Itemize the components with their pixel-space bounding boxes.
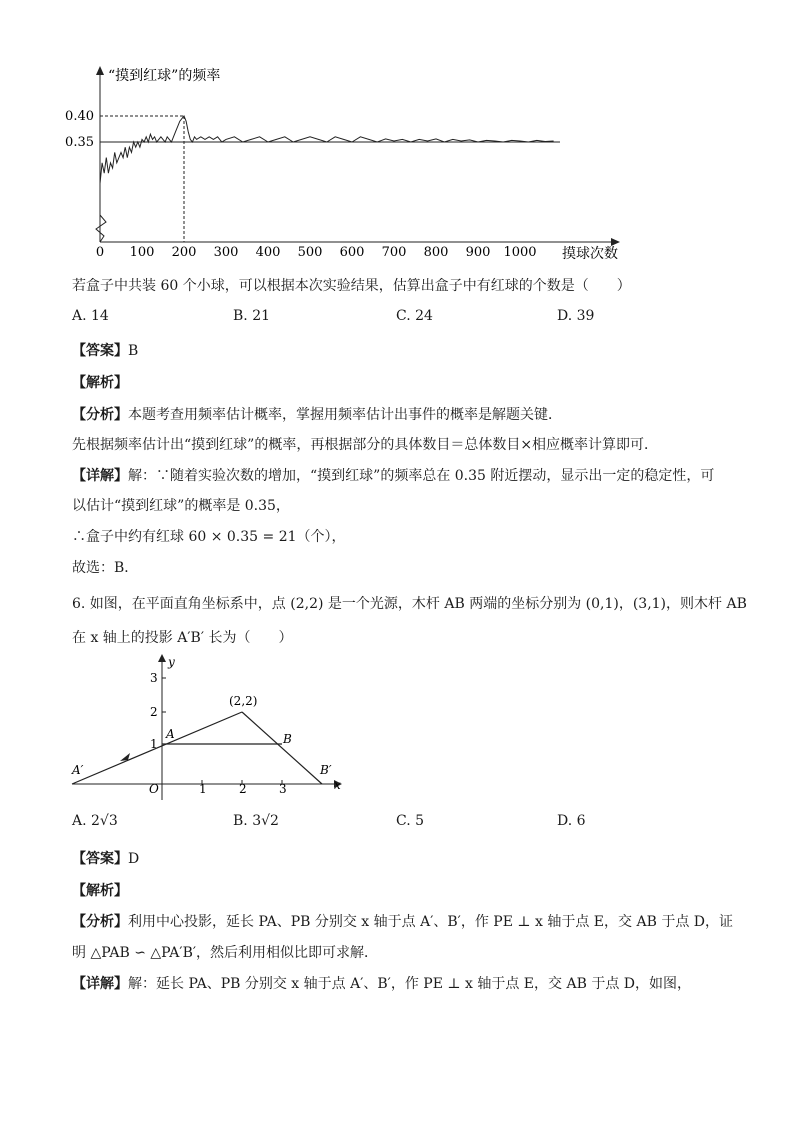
y-axis-arrow-icon [96, 66, 104, 75]
q6-option-b: B. 3√2 [233, 813, 279, 829]
y-tick-label: 0.35 [65, 135, 94, 150]
fig-A-label: A [166, 727, 175, 741]
chart-y-title: “摸到红球”的频率 [108, 68, 221, 84]
q5-option-d: D. 39 [557, 308, 595, 324]
chart-x-title: 摸球次数 [562, 246, 618, 262]
x-tick-label: 600 [339, 245, 365, 260]
q5-question: 若盒子中共装 60 个小球，可以根据本次实验结果，估算出盒子中有红球的个数是（ ） [72, 278, 631, 294]
fig-B-prime-label: B′ [320, 763, 332, 777]
fig-A-prime-label: A′ [72, 763, 84, 777]
q6-analysis-heading: 【解析】 [72, 883, 128, 899]
fig-y-tick-1: 1 [150, 737, 158, 751]
q6-fenxi-2: 明 △PAB ∽ △PA′B′，然后利用相似比即可求解． [72, 945, 379, 961]
x-tick-label: 0 [95, 245, 105, 260]
frequency-chart [0, 0, 794, 275]
fig-light-label: (2,2) [229, 694, 258, 708]
q5-detail-1: 【详解】解：∵随着实验次数的增加，“摸到红球”的频率总在 0.35 附近摆动，显示出一定的稳定性，可 [72, 468, 715, 484]
projection-figure [0, 652, 794, 812]
q5-detail-2: 以估计“摸到红球”的概率是 0.35， [72, 498, 290, 514]
fig-x-tick-1: 1 [199, 782, 207, 796]
fig-B-label: B [283, 732, 292, 746]
fig-x-tick-3: 3 [279, 782, 287, 796]
frequency-series-line [100, 116, 554, 184]
q5-option-b: B. 21 [233, 308, 271, 324]
fig-origin-label: O [149, 782, 159, 796]
q6-option-c: C. 5 [396, 813, 425, 829]
x-tick-label: 1000 [503, 245, 537, 260]
fig-y-label: y [168, 655, 175, 669]
x-tick-label: 700 [381, 245, 407, 260]
fig-y-tick-2: 2 [150, 705, 158, 719]
q5-analysis-heading: 【解析】 [72, 375, 128, 391]
x-axis-arrow-icon [611, 238, 620, 246]
q6-question-line2: 在 x 轴上的投影 A′B′ 长为（ ） [72, 630, 293, 646]
q5-detail-3: ∴盒子中约有红球 60 × 0.35 = 21（个）， [72, 529, 346, 545]
q5-fenxi: 【分析】本题考查用频率估计概率，掌握用频率估计出事件的概率是解题关键． [72, 407, 562, 423]
x-tick-label: 400 [255, 245, 281, 260]
x-tick-label: 500 [297, 245, 323, 260]
q6-option-d: D. 6 [557, 813, 586, 829]
q6-fenxi-1: 【分析】利用中心投影，延长 PA、PB 分别交 x 轴于点 A′、B′，作 PE ⊥ x 轴于点 E，交 AB 于点 D，证 [72, 914, 733, 930]
answer-tag: 【答案】 [72, 343, 128, 359]
q6-option-a: A. 2√3 [72, 813, 118, 829]
q6-answer: 【答案】D [72, 851, 140, 867]
x-tick-label: 300 [213, 245, 239, 260]
x-tick-label: 100 [129, 245, 155, 260]
ray-P-to-A-prime [72, 712, 242, 784]
fig-y-tick-3: 3 [150, 671, 158, 685]
y-tick-label: 0.40 [65, 109, 94, 124]
q5-option-a: A. 14 [72, 308, 109, 324]
x-tick-label: 800 [423, 245, 449, 260]
q6-detail-1: 【详解】解：延长 PA、PB 分别交 x 轴于点 A′、B′，作 PE ⊥ x 轴于点 E，交 AB 于点 D，如图， [72, 976, 691, 992]
x-tick-label: 900 [465, 245, 491, 260]
ray-P-to-B-prime [242, 712, 322, 784]
answer-value: B [128, 343, 139, 359]
fig-x-label: x [334, 778, 341, 792]
q5-option-c: C. 24 [396, 308, 433, 324]
x-tick-label: 200 [171, 245, 197, 260]
fig-x-tick-2: 2 [239, 782, 247, 796]
q5-detail-4: 故选：B． [72, 560, 139, 576]
q5-answer [72, 340, 138, 360]
q5-fenxi-2: 先根据频率估计出“摸到红球”的概率，再根据部分的具体数目＝总体数目×相应概率计算即可． [72, 437, 659, 453]
q6-question-line1: 6. 如图，在平面直角坐标系中，点 (2,2) 是一个光源，木杆 AB 两端的坐标分别为 (0,1)，(3,1)，则木杆 AB [72, 596, 747, 612]
axis-break-icon [96, 215, 106, 242]
